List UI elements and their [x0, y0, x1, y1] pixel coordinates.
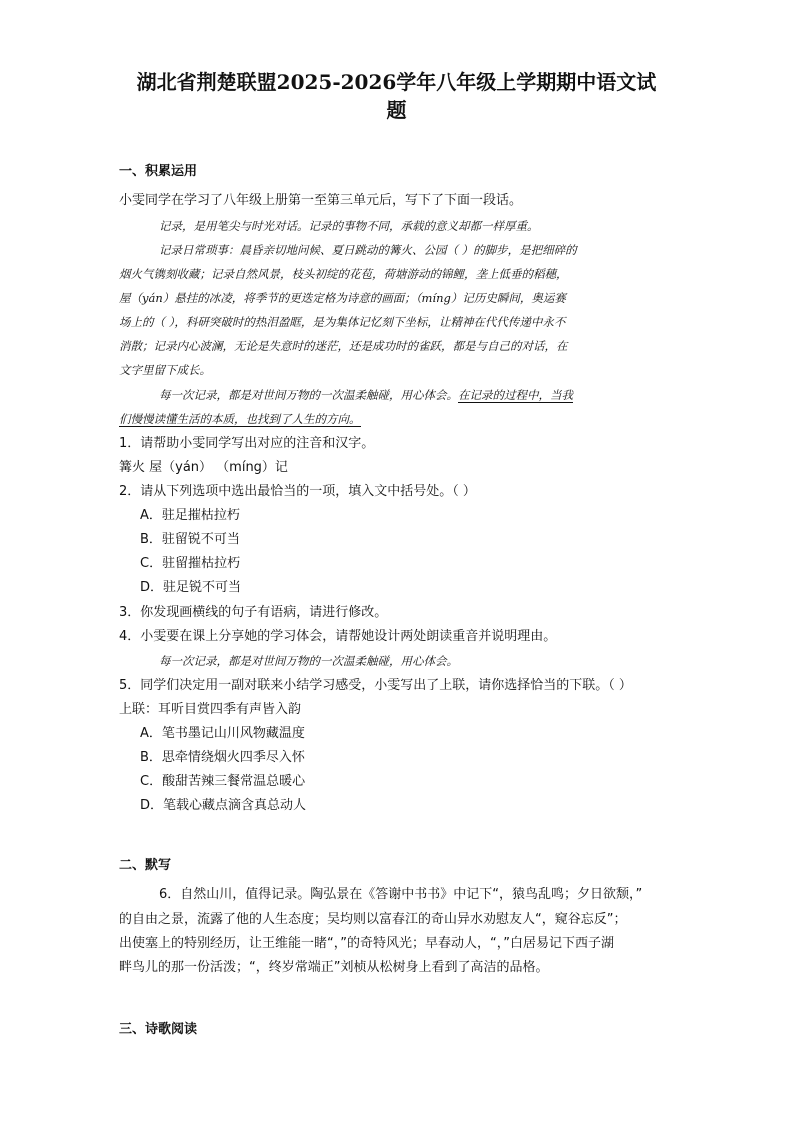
q5-option-c: C．酸甜苦辣三餐常温总暖心 [140, 774, 306, 789]
passage-plain-text: 每一次记录，都是对世间万物的一次温柔触碰，用心体会。 [159, 388, 458, 402]
passage-line-5: 场上的（ ），科研突破时的热泪盈眶，是为集体记忆刻下坐标，让精神在代代传递中永不 [119, 315, 566, 329]
dictation-line-3: 出使塞上的特别经历，让王维能一睹“，”的奇特风光；早春动人，“，”白居易记下西子湖 [119, 936, 614, 951]
exam-title-line-2: 题 [386, 98, 407, 122]
section-3-heading: 三、诗歌阅读 [119, 1022, 198, 1037]
section-1-heading: 一、积累运用 [119, 164, 198, 179]
question-1: 1．请帮助小雯同学写出对应的注音和汉字。 [119, 436, 375, 451]
exam-title-line-1: 湖北省荆楚联盟2025-2026学年八年级上学期期中语文试 [136, 70, 657, 94]
passage-underline-paragraph [159, 386, 573, 404]
passage-line-2: 记录日常琐事：晨昏亲切地问候、夏日跳动的篝火、公园（ ）的脚步，是把细碎的 [159, 243, 577, 257]
section-2-heading: 二、默写 [119, 858, 172, 873]
q5-option-d: D．笔载心藏点滴含真总动人 [140, 798, 307, 813]
underlined-sentence-part-2: 们慢慢读懂生活的本质，也找到了人生的方向。 [119, 412, 361, 426]
q5-option-b: B．思牵情绕烟火四季尽入怀 [140, 750, 305, 765]
q2-option-a: A．驻足摧枯拉朽 [140, 508, 240, 523]
q2-option-b: B．驻留锐不可当 [140, 532, 240, 547]
underlined-sentence-line-2 [119, 410, 361, 428]
passage-line-1: 记录，是用笔尖与时光对话。记录的事物不同，承载的意义却都一样厚重。 [159, 219, 539, 233]
dictation-line-1: 6．自然山川，值得记录。陶弘景在《答谢中书书》中记下“，猿鸟乱鸣；夕日欲颓，” [159, 887, 643, 902]
question-4-quote: 每一次记录，都是对世间万物的一次温柔触碰，用心体会。 [159, 654, 458, 668]
q2-option-c: C．驻留摧枯拉朽 [140, 556, 241, 571]
question-5: 5．同学们决定用一副对联来小结学习感受，小雯写出了上联，请你选择恰当的下联。（ ） [119, 678, 632, 693]
question-2: 2．请从下列选项中选出最恰当的一项，填入文中括号处。（ ） [119, 484, 476, 499]
section-1-intro: 小雯同学在学习了八年级上册第一至第三单元后，写下了下面一段话。 [119, 193, 523, 208]
passage-line-6: 消散；记录内心波澜，无论是失意时的迷茫，还是成功时的雀跃，都是与自己的对话，在 [119, 339, 568, 353]
question-5-upper-couplet: 上联：耳听目赏四季有声皆入韵 [119, 702, 302, 717]
q2-option-d: D．驻足锐不可当 [140, 580, 242, 595]
question-1-items: 篝火 屋（yán） （míng）记 [119, 460, 288, 475]
dictation-line-4: 畔鸟儿的那一份活泼；“，终岁常端正”刘桢从松树身上看到了高洁的品格。 [119, 960, 549, 975]
underlined-sentence-part-1: 在记录的过程中，当我 [458, 388, 573, 402]
dictation-line-2: 的自由之景，流露了他的人生态度；吴均则以富春江的奇山异水劝慰友人“，窥谷忘反”； [119, 912, 627, 927]
passage-line-7: 文字里留下成长。 [119, 363, 211, 377]
passage-line-4: 屋（yán）悬挂的冰凌，将季节的更迭定格为诗意的画面；（míng）记历史瞬间，奥运赛 [119, 291, 566, 305]
passage-line-3: 烟火气镌刻收藏；记录自然风景，枝头初绽的花苞，荷塘游动的锦鲤，垄上低垂的稻穗， [119, 267, 568, 281]
question-3: 3．你发现画横线的句子有语病，请进行修改。 [119, 605, 388, 620]
q5-option-a: A．笔书墨记山川风物藏温度 [140, 726, 305, 741]
question-4: 4．小雯要在课上分享她的学习体会，请帮她设计两处朗读重音并说明理由。 [119, 629, 557, 644]
